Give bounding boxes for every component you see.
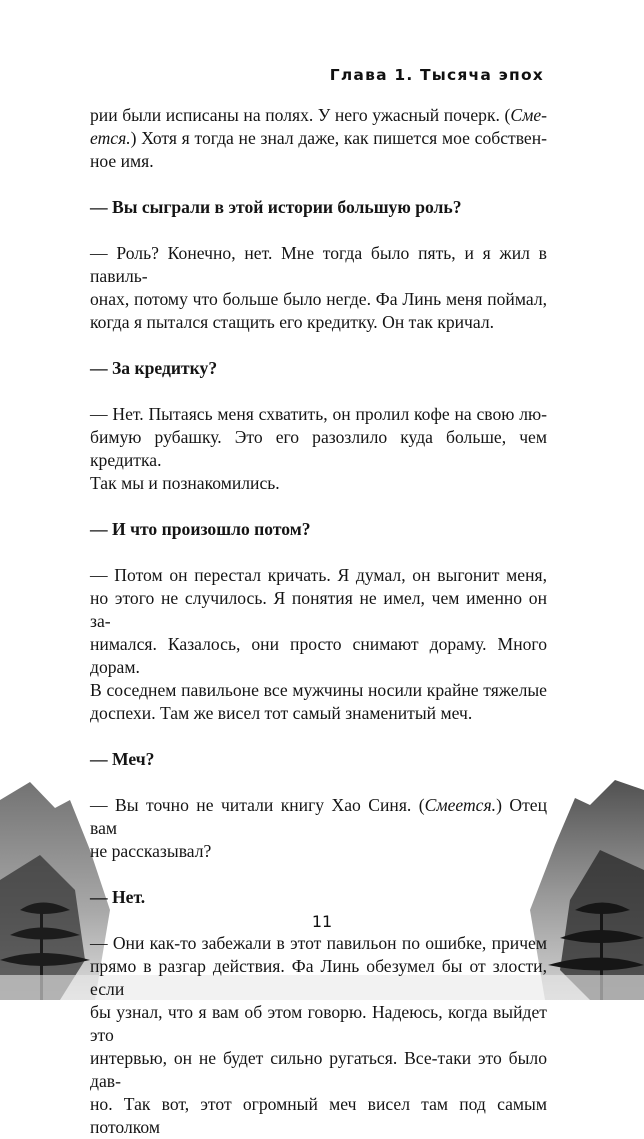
paragraph (90, 794, 547, 863)
text-line: ное имя. (90, 151, 154, 171)
text-line: но. Так вот, этот огромный меч висел там под самым потолком (90, 1094, 547, 1137)
text-line: — Роль? Конечно, нет. Мне тогда было пять, и я жил в павиль- (90, 243, 547, 286)
text-line: интервью, он не будет сильно ругаться. Все-таки это было дав- (90, 1048, 547, 1091)
text-line: не рассказывал? (90, 841, 212, 861)
text-line: ется.) Хотя я тогда не знал даже, как пишется мое собствен- (90, 128, 547, 148)
text-line: но этого не случилось. Я понятия не имел, чем именно он за- (90, 588, 547, 631)
text-line: доспехи. Там же висел тот самый знаменитый меч. (90, 703, 473, 723)
interviewer-question: — И что произошло потом? (90, 519, 311, 539)
paragraph (90, 242, 547, 334)
text-line: — Нет. Пытаясь меня схватить, он пролил кофе на свою лю- (90, 404, 547, 424)
running-head: Глава 1. Тысяча эпох (329, 66, 544, 84)
paragraph (90, 104, 547, 173)
text-line: рии были исписаны на полях. У него ужасный почерк. (Сме- (90, 105, 547, 125)
interviewer-question: — Меч? (90, 749, 155, 769)
text-line: — Они как-то забежали в этот павильон по ошибке, причем (90, 933, 547, 953)
interviewer-question: — За кредитку? (90, 358, 218, 378)
paragraph (90, 403, 547, 495)
text-line: бимую рубашку. Это его разозлило куда больше, чем кредитка. (90, 427, 547, 470)
text-line: В соседнем павильоне все мужчины носили крайне тяжелые (90, 680, 547, 700)
text-line: нимался. Казалось, они просто снимают дораму. Много дорам. (90, 634, 547, 677)
text-line: прямо в разгар действия. Фа Линь обезумел бы от злости, если (90, 956, 547, 999)
text-line: когда я пытался стащить его кредитку. Он так кричал. (90, 312, 495, 332)
text-line: — Вы точно не читали книгу Хао Синя. (Смеется.) Отец вам (90, 795, 547, 838)
page-number: 11 (311, 912, 333, 931)
text-line: бы узнал, что я вам об этом говорю. Надеюсь, когда выйдет это (90, 1002, 547, 1045)
text-line: онах, потому что больше было негде. Фа Линь меня поймал, (90, 289, 547, 309)
body-text (90, 104, 547, 1139)
paragraph (90, 564, 547, 725)
interviewer-question: — Вы сыграли в этой истории большую роль? (90, 197, 462, 217)
text-line: — Потом он перестал кричать. Я думал, он выгонит меня, (90, 565, 547, 585)
paragraph (90, 932, 547, 1139)
interviewer-question: — Нет. (90, 887, 146, 907)
text-line: Так мы и познакомились. (90, 473, 280, 493)
